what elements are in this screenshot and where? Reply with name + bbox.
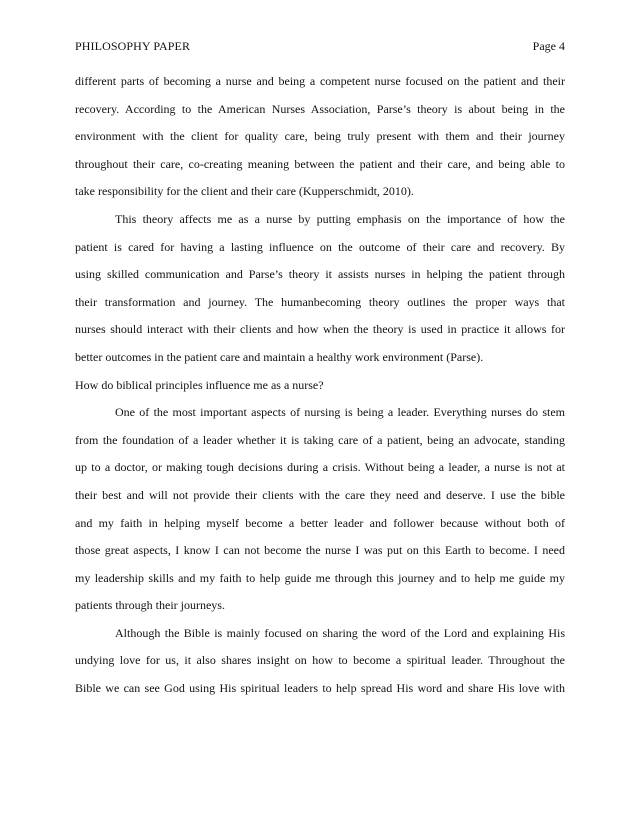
- text-line: One of the most important aspects of nursing is being a leader. Everything nurses do stem: [115, 405, 565, 420]
- text-line: patient is cared for having a lasting influence on the outcome of their care and recovery. By: [75, 239, 565, 254]
- text-line: those great aspects, I know I can not become the nurse I was put on this Earth to become. I need: [75, 543, 565, 558]
- text-line: This theory affects me as a nurse by putting emphasis on the importance of how the: [115, 211, 565, 226]
- page-number: Page 4: [532, 39, 565, 53]
- text-line: environment with the client for quality care, being truly present with them and their journey: [75, 129, 565, 144]
- text-line: throughout their care, co-creating meaning between the patient and their care, and being able to: [75, 156, 565, 171]
- text-line: up to a doctor, or making tough decisions during a crisis. Without being a leader, a nurse is not at: [75, 460, 565, 475]
- page-header: [75, 38, 565, 54]
- text-line: my leadership skills and my faith to help guide me through this journey and to help me guide my: [75, 570, 565, 585]
- text-line: Although the Bible is mainly focused on sharing the word of the Lord and explaining His: [115, 625, 565, 640]
- text-line: recovery. According to the American Nurses Association, Parse’s theory is about being in the: [75, 101, 565, 116]
- text-line: their transformation and journey. The humanbecoming theory outlines the proper ways that: [75, 294, 565, 309]
- text-line: nurses should interact with their clients and how when the theory is used in practice it allows for: [75, 322, 565, 337]
- text-line: better outcomes in the patient care and maintain a healthy work environment (Parse).: [75, 349, 484, 364]
- section-heading: How do biblical principles influence me as a nurse?: [75, 377, 324, 392]
- text-line: and my faith in helping myself become a better leader and follower because without both of: [75, 515, 565, 530]
- text-line: from the foundation of a leader whether it is taking care of a patient, being an advocate, standing: [75, 432, 565, 447]
- text-line: using skilled communication and Parse’s theory it assists nurses in helping the patient through: [75, 267, 565, 282]
- text-line: their best and will not provide their clients with the care they need and deserve. I use the bible: [75, 487, 565, 502]
- text-line: Bible we can see God using His spiritual leaders to help spread His word and share His love with: [75, 681, 565, 696]
- text-line: patients through their journeys.: [75, 598, 225, 613]
- body-text: [75, 68, 565, 703]
- text-line: take responsibility for the client and their care (Kupperschmidt, 2010).: [75, 184, 414, 199]
- text-line: different parts of becoming a nurse and being a competent nurse focused on the patient and their: [75, 74, 565, 88]
- running-head: PHILOSOPHY PAPER: [75, 39, 191, 53]
- text-line: undying love for us, it also shares insight on how to become a spiritual leader. Throughout the: [75, 653, 565, 668]
